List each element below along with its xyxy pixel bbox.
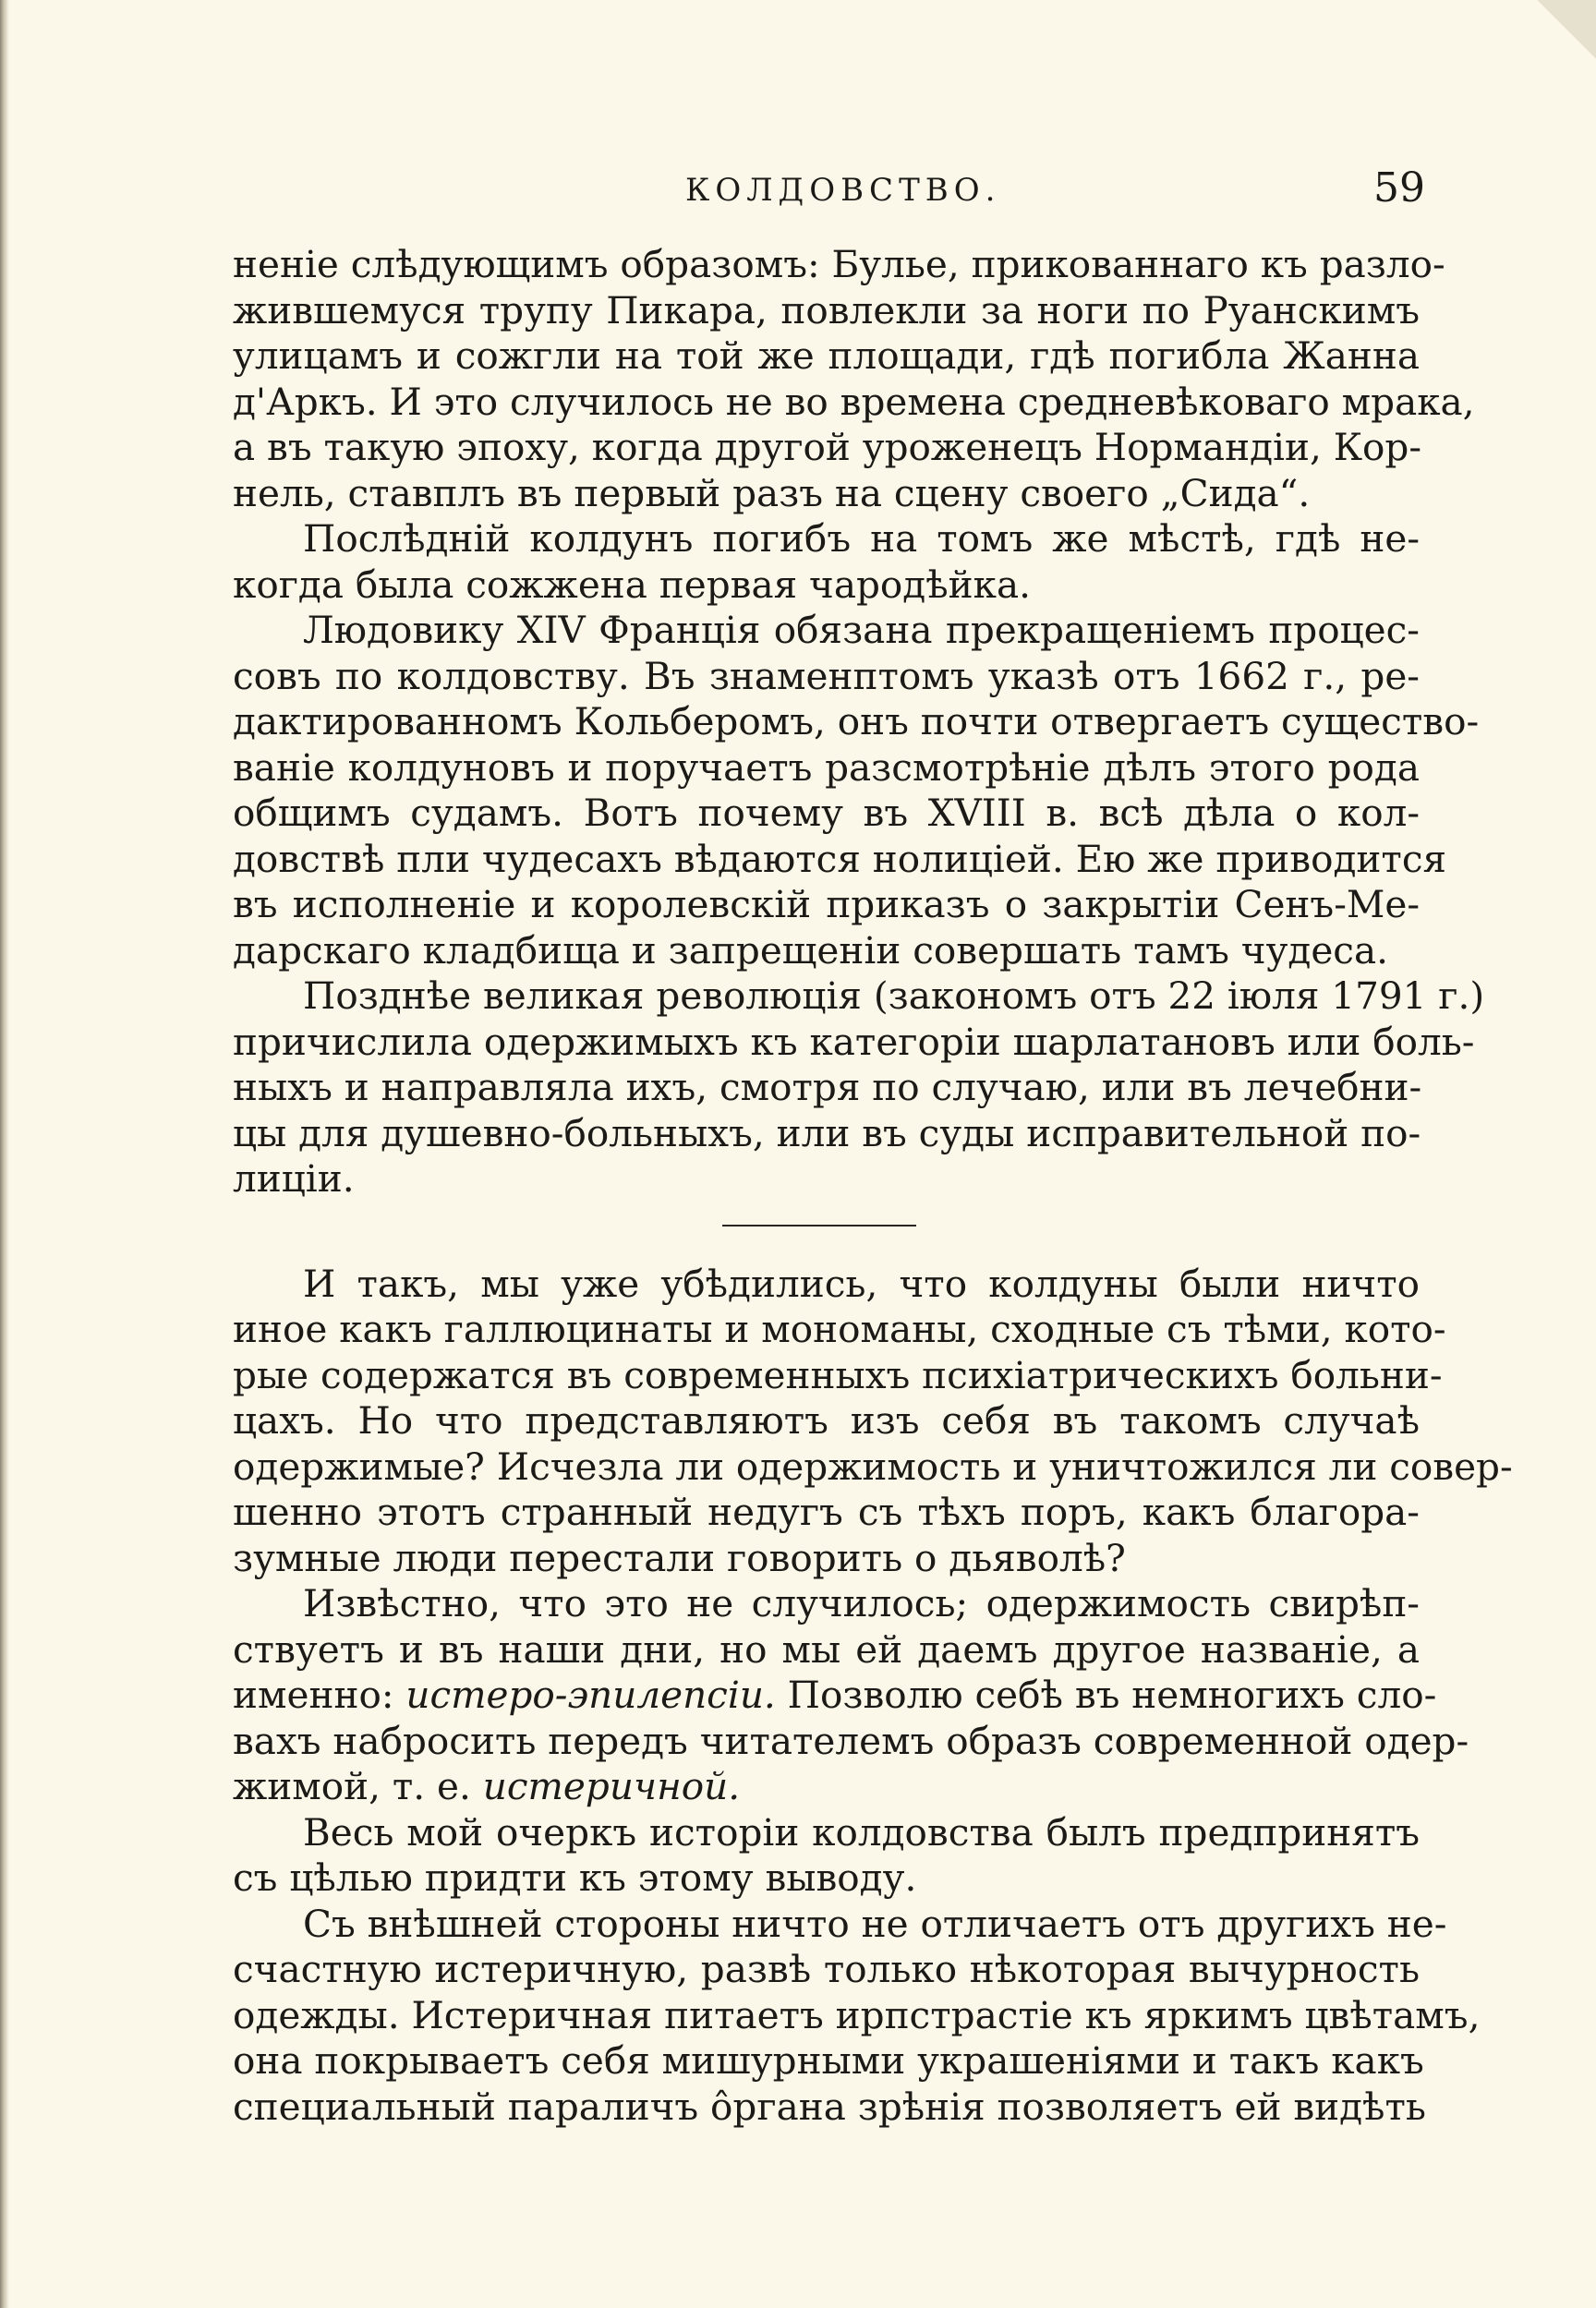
text-line: одержимые? Исчезла ли одержимость и уничтожился ли совер-	[233, 1444, 1513, 1489]
text-line: ствуетъ и въ наши дни, но мы ей даемъ другое названiе, а	[233, 1626, 1420, 1672]
text-line: общимъ судамъ. Вотъ почему въ XVIII в. всѣ дѣла о кол-	[233, 791, 1420, 835]
text-line: Людовику XIV Францiя обязана прекращенiемъ процес-	[303, 608, 1420, 652]
text-line: нель, ставплъ въ первый разъ на сцену своего „Сида“.	[233, 470, 1311, 515]
text-line: улицамъ и сожгли на той же площади, гдѣ погибла Жанна	[233, 333, 1420, 378]
text-line: ныхъ и направляла ихъ, смотря по случаю, или въ лечебни-	[233, 1065, 1422, 1109]
text-line: счастную истеричную, развѣ только нѣкоторая вычурность	[233, 1947, 1420, 1991]
text-line: дарскаго кладбища и запрещенiи совершать тамъ чудеса.	[233, 927, 1389, 973]
paragraphs-part-3	[233, 1809, 1481, 2131]
text-line: она покрываетъ себя мишурными украшенiями и такъ какъ	[233, 2038, 1424, 2083]
text-line: цы для душевно-больныхъ, или въ суды исправительной по-	[233, 1110, 1421, 1155]
text-line: вахъ набросить передъ читателемъ образъ современной одер-	[233, 1718, 1469, 1763]
text-line: съ цѣлью придти къ этому выводу.	[233, 1855, 917, 1900]
text-line: когда была сожжена первая чародѣйка.	[233, 562, 1031, 607]
text-line: именно: истеро-эпилепсiи. Позволю себѣ въ немногихъ сло-	[233, 1673, 1437, 1717]
text-line: цахъ. Но что представляютъ изъ себя въ такомъ случаѣ	[233, 1398, 1420, 1443]
running-head	[0, 164, 1596, 218]
text-line: рые содержатся въ современныхъ психiатрическихъ больни-	[233, 1352, 1443, 1397]
page-binding-shadow	[0, 0, 9, 2308]
text-line: а въ такую эпоху, когда другой уроженецъ Нормандiи, Кор-	[233, 425, 1422, 469]
text-line: въ исполненiе и королевскiй приказъ о закрытiи Сенъ-Ме-	[233, 882, 1420, 926]
body-text	[233, 242, 1513, 2130]
text-line: Позднѣе великая революцiя (закономъ отъ 22 iюля 1791 г.)	[303, 973, 1485, 1018]
italic-term: истеричной.	[482, 1764, 741, 1808]
section-gap	[233, 1227, 1420, 1262]
text-line: Послѣднiй колдунъ погибъ на томъ же мѣстѣ, гдѣ не-	[303, 516, 1420, 561]
text-line: лицiи.	[233, 1156, 355, 1201]
text-line: жившемуся трупу Пикара, повлекли за ноги по Руанскимъ	[233, 287, 1420, 332]
text-line: специальный параличъ ôргана зрѣнiя позволяетъ ей видѣть	[233, 2084, 1426, 2129]
text-line: д'Аркъ. И это случилось не во времена средневѣковаго мрака,	[233, 379, 1475, 424]
text-line: совъ по колдовству. Въ знаменптомъ указѣ отъ 1662 г., ре-	[233, 653, 1420, 698]
text-line: дактированномъ Кольберомъ, онъ почти отвергаетъ существо-	[233, 699, 1480, 743]
text-line: довствѣ пли чудесахъ вѣдаются нолицiей. Ею же приводится	[233, 836, 1447, 881]
text-line: Извѣстно, что это не случилось; одержимость свирѣп-	[303, 1581, 1420, 1625]
page-corner	[1531, 0, 1596, 65]
italic-term: истеро-эпилепсiи.	[405, 1673, 776, 1717]
paragraphs-part-1	[233, 242, 1485, 1202]
text-line: жимой, т. е. истеричной.	[233, 1764, 741, 1808]
text-line: неніе слѣдующимъ образомъ: Булье, прикованнаго къ разло-	[233, 242, 1445, 286]
text-line: шенно этотъ странный недугъ съ тѣхъ поръ, какъ благора-	[233, 1490, 1420, 1534]
page-number: 59	[1373, 164, 1425, 211]
text-line: ванiе колдуновъ и поручаетъ разсмотрѣнiе дѣлъ этого рода	[233, 744, 1420, 790]
text-line: иное какъ галлюцинаты и мономаны, сходные съ тѣми, кото-	[233, 1307, 1446, 1351]
text-line: зумные люди перестали говорить о дьяволѣ?	[233, 1535, 1126, 1580]
text-line: одежды. Истеричная питаетъ ирпстрастiе къ яркимъ цвѣтамъ,	[233, 1992, 1481, 2037]
text-line: причислила одержимыхъ къ категорiи шарлатановъ или боль-	[233, 1019, 1475, 1064]
paragraphs-part-2	[233, 1261, 1513, 1674]
text-line: Съ внѣшней стороны ничто не отличаетъ отъ другихъ не-	[303, 1901, 1447, 1946]
text-line: И такъ, мы уже убѣдились, что колдуны были ничто	[303, 1261, 1420, 1306]
text-line: Весь мой очеркъ исторiи колдовства былъ предпринятъ	[303, 1809, 1420, 1855]
running-title: КОЛДОВСТВО.	[685, 172, 1001, 209]
